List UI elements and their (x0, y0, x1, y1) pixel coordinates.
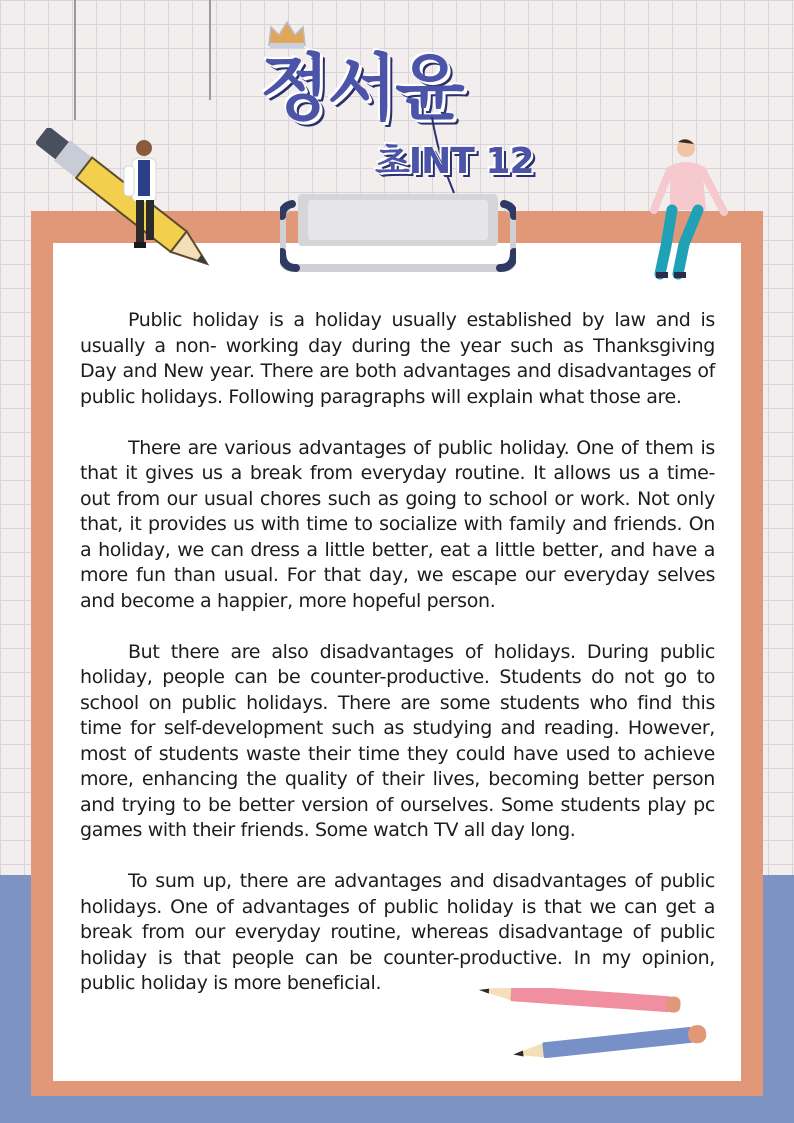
essay-paragraph: To sum up, there are advantages and disadvantages of public holidays. One of advantages of public holiday is that we can get a break from our everyday routine, whereas disadvantage of public holiday is that people can be counter-productive. In my opinion, public holiday is more beneficial. (80, 870, 715, 994)
student-name: 정서윤 (260, 46, 463, 130)
essay-paragraph: Public holiday is a holiday usually established by law and is usually a non- working day during the year such as Thanksgiving Day and New year. There are both advantages and disadvantages of public holidays. Following paragraphs will explain what those are. (80, 309, 715, 408)
person-icon (106, 138, 176, 253)
essay-paragraph: There are various advantages of public holiday. One of them is that it gives us a break from everyday routine. It allows us a time-out from our usual chores such as going to school or work. Not only that, it provides us with time to socialize with family and friends. On a holiday, we can dress a little better, eat a little better, and have a more fun than usual. For that day, we escape our everyday selves and become a happier, more hopeful person. (80, 436, 715, 612)
class-label: 초INT 12 (375, 141, 534, 182)
title-block (200, 15, 600, 195)
clipboard-clip-icon (280, 194, 516, 274)
hanging-string (74, 0, 76, 120)
essay-paragraph: But there are also disadvantages of holidays. During public holiday, people can be counter-productive. Students do not go to school on public holidays. There are some students who find this time for self-development such as studying and reading. However, most of students waste their time they could have used to achieve more, enhancing the quality of their lives, becoming better person and trying to be better version of ourselves. Some students play pc games with their friends. Some watch TV all day long. (80, 640, 715, 841)
person-icon (648, 136, 728, 281)
pencil-icon (474, 988, 714, 1058)
essay-body (80, 308, 715, 1022)
